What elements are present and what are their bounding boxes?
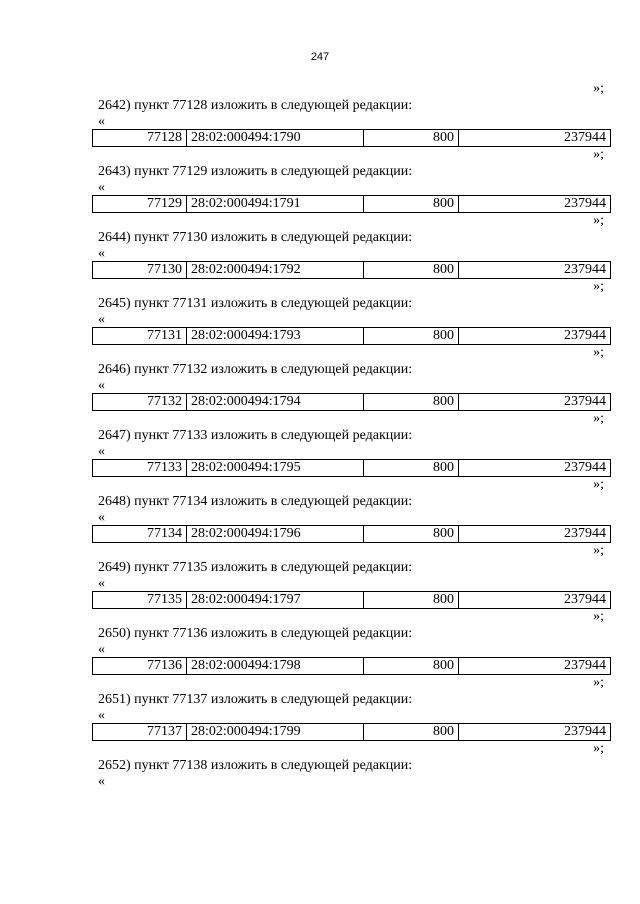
- document-body: [92, 81, 611, 789]
- item-number-cell: 77133: [93, 460, 187, 477]
- table-row: [93, 196, 611, 213]
- table-row: [93, 526, 611, 543]
- amendment-block: [92, 609, 611, 675]
- record-table: [92, 327, 611, 345]
- area-cell: 800: [364, 196, 459, 213]
- area-cell: 800: [364, 724, 459, 741]
- table-row: [93, 592, 611, 609]
- amendment-heading: 2652) пункт 77138 изложить в следующей редакции:: [98, 758, 413, 773]
- area-cell: 800: [364, 658, 459, 675]
- item-number-cell: 77137: [93, 724, 187, 741]
- amendment-heading: 2642) пункт 77128 изложить в следующей редакции:: [98, 98, 413, 113]
- area-cell: 800: [364, 262, 459, 279]
- record-table: [92, 657, 611, 675]
- area-cell: 800: [364, 130, 459, 147]
- amendment-block: [92, 279, 611, 345]
- table-row: [93, 394, 611, 411]
- value-cell: 237944: [459, 526, 611, 543]
- record-table: [92, 195, 611, 213]
- record-table: [92, 459, 611, 477]
- closing-quote: »;: [593, 345, 604, 360]
- area-cell: 800: [364, 526, 459, 543]
- amendment-block: [92, 345, 611, 411]
- opening-quote: «: [98, 708, 105, 723]
- closing-quote: »;: [593, 279, 604, 294]
- table-row: [93, 130, 611, 147]
- cadastral-number-cell: 28:02:000494:1797: [187, 592, 364, 609]
- opening-quote: «: [98, 180, 105, 195]
- value-cell: 237944: [459, 658, 611, 675]
- cadastral-number-cell: 28:02:000494:1793: [187, 328, 364, 345]
- record-table: [92, 393, 611, 411]
- value-cell: 237944: [459, 130, 611, 147]
- amendment-block: [92, 147, 611, 213]
- item-number-cell: 77131: [93, 328, 187, 345]
- item-number-cell: 77128: [93, 130, 187, 147]
- closing-quote: »;: [593, 675, 604, 690]
- item-number-cell: 77135: [93, 592, 187, 609]
- item-number-cell: 77130: [93, 262, 187, 279]
- opening-quote: «: [98, 642, 105, 657]
- amendment-block: [92, 477, 611, 543]
- table-row: [93, 724, 611, 741]
- opening-quote: «: [98, 312, 105, 327]
- record-table: [92, 723, 611, 741]
- area-cell: 800: [364, 328, 459, 345]
- amendment-block: [92, 411, 611, 477]
- value-cell: 237944: [459, 724, 611, 741]
- cadastral-number-cell: 28:02:000494:1799: [187, 724, 364, 741]
- record-table: [92, 261, 611, 279]
- cadastral-number-cell: 28:02:000494:1792: [187, 262, 364, 279]
- opening-quote: «: [98, 576, 105, 591]
- amendment-heading: 2644) пункт 77130 изложить в следующей редакции:: [98, 230, 413, 245]
- amendment-block: [92, 213, 611, 279]
- amendment-heading: 2646) пункт 77132 изложить в следующей редакции:: [98, 362, 413, 377]
- closing-quote: »;: [593, 81, 604, 96]
- record-table: [92, 591, 611, 609]
- closing-quote: »;: [593, 543, 604, 558]
- area-cell: 800: [364, 592, 459, 609]
- amendment-heading: 2647) пункт 77133 изложить в следующей редакции:: [98, 428, 413, 443]
- amendment-block: [92, 543, 611, 609]
- item-number-cell: 77129: [93, 196, 187, 213]
- closing-quote: »;: [593, 477, 604, 492]
- cadastral-number-cell: 28:02:000494:1796: [187, 526, 364, 543]
- area-cell: 800: [364, 460, 459, 477]
- value-cell: 237944: [459, 328, 611, 345]
- cadastral-number-cell: 28:02:000494:1795: [187, 460, 364, 477]
- item-number-cell: 77132: [93, 394, 187, 411]
- closing-quote: »;: [593, 609, 604, 624]
- record-table: [92, 129, 611, 147]
- amendment-block: [92, 81, 611, 147]
- table-row: [93, 460, 611, 477]
- closing-quote: »;: [593, 213, 604, 228]
- item-number-cell: 77134: [93, 526, 187, 543]
- closing-quote: »;: [593, 741, 604, 756]
- opening-quote: «: [98, 114, 105, 129]
- closing-quote: »;: [593, 147, 604, 162]
- amendment-heading: 2645) пункт 77131 изложить в следующей редакции:: [98, 296, 413, 311]
- closing-quote: »;: [593, 411, 604, 426]
- amendment-heading: 2649) пункт 77135 изложить в следующей редакции:: [98, 560, 413, 575]
- opening-quote: «: [98, 510, 105, 525]
- value-cell: 237944: [459, 394, 611, 411]
- opening-quote: «: [98, 774, 105, 789]
- amendment-block: [92, 675, 611, 741]
- value-cell: 237944: [459, 592, 611, 609]
- value-cell: 237944: [459, 196, 611, 213]
- amendment-block: [92, 741, 611, 789]
- table-row: [93, 262, 611, 279]
- area-cell: 800: [364, 394, 459, 411]
- cadastral-number-cell: 28:02:000494:1790: [187, 130, 364, 147]
- cadastral-number-cell: 28:02:000494:1794: [187, 394, 364, 411]
- item-number-cell: 77136: [93, 658, 187, 675]
- value-cell: 237944: [459, 460, 611, 477]
- record-table: [92, 525, 611, 543]
- page-number: 247: [310, 51, 330, 63]
- amendment-heading: 2651) пункт 77137 изложить в следующей редакции:: [98, 692, 413, 707]
- table-row: [93, 328, 611, 345]
- amendment-heading: 2643) пункт 77129 изложить в следующей редакции:: [98, 164, 413, 179]
- amendment-heading: 2648) пункт 77134 изложить в следующей редакции:: [98, 494, 413, 509]
- amendment-heading: 2650) пункт 77136 изложить в следующей редакции:: [98, 626, 413, 641]
- value-cell: 237944: [459, 262, 611, 279]
- opening-quote: «: [98, 378, 105, 393]
- cadastral-number-cell: 28:02:000494:1791: [187, 196, 364, 213]
- table-row: [93, 658, 611, 675]
- opening-quote: «: [98, 444, 105, 459]
- opening-quote: «: [98, 246, 105, 261]
- cadastral-number-cell: 28:02:000494:1798: [187, 658, 364, 675]
